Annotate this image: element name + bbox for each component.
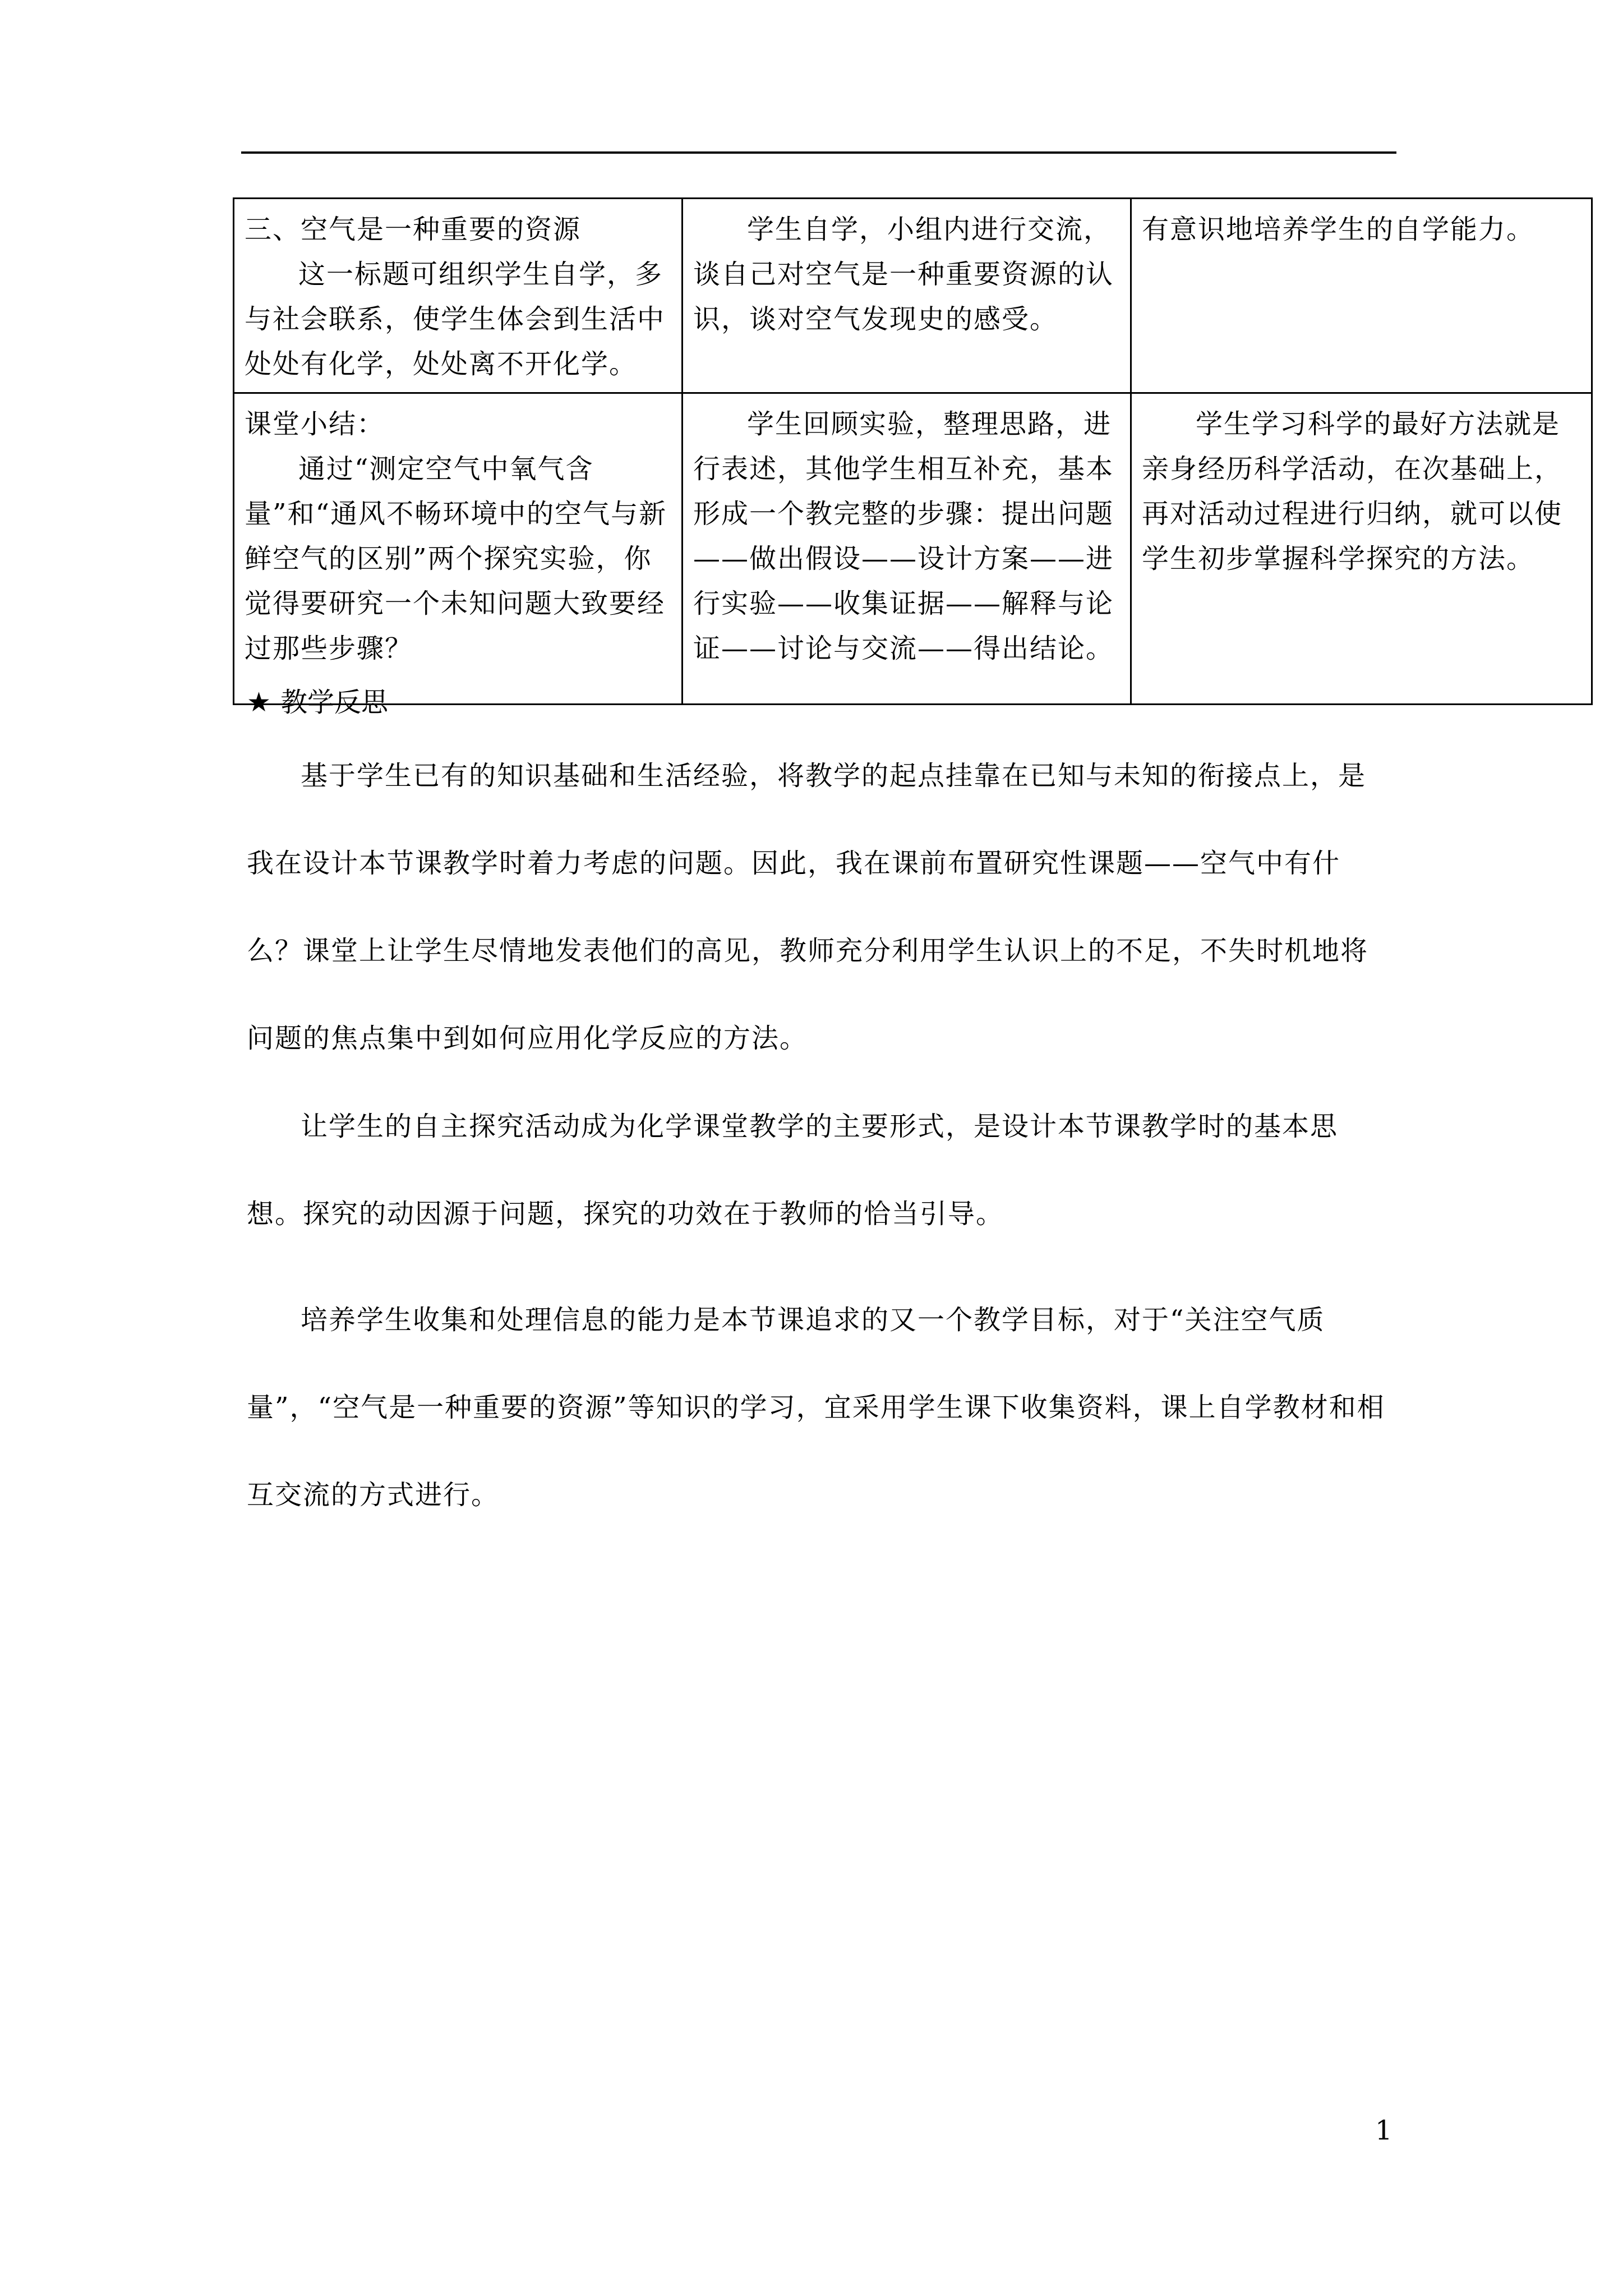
- table-row: [234, 199, 1592, 393]
- reflection-paragraph-3: [247, 1276, 1391, 1539]
- cell-heading: 三、空气是一种重要的资源: [245, 214, 582, 245]
- table-cell-student-activity: [683, 199, 1131, 393]
- cell-text: 学生学习科学的最好方法就是亲身经历科学活动，在次基础上，再对活动过程进行归纳，就可以使学生初步掌握科学探究的方法。: [1142, 408, 1563, 574]
- cell-text: 有意识地培养学生的自学能力。: [1142, 214, 1535, 245]
- table-cell-student-activity: [683, 393, 1131, 705]
- cell-text: 学生回顾实验，整理思路，进行表述，其他学生相互补充，基本形成一个教完整的步骤：提出问题——做出假设——设计方案——进行实验——收集证据——解释与论证——讨论与交流——得出结论。: [693, 408, 1114, 664]
- reflection-title: 教学反思: [280, 687, 389, 718]
- reflection-paragraph-1: [247, 732, 1391, 1082]
- paragraph-text: 让学生的自主探究活动成为化学课堂教学的主要形式，是设计本节课教学时的基本思想。探究的动因源于问题，探究的功效在于教师的恰当引导。: [247, 1111, 1339, 1230]
- reflection-heading: [247, 680, 388, 725]
- table-cell-design-intent: [1131, 199, 1592, 393]
- table-row: [234, 393, 1592, 705]
- paragraph-text: 基于学生已有的知识基础和生活经验，将教学的起点挂靠在已知与未知的衔接点上，是我在设计本节课教学时着力考虑的问题。因此，我在课前布置研究性课题——空气中有什么？课堂上让学生尽情地发表他们的高见，教师充分利用学生认识上的不足，不失时机地将问题的焦点集中到如何应用化学反应的方法。: [247, 760, 1369, 1054]
- reflection-paragraph-2: [247, 1083, 1391, 1258]
- cell-text: 通过“测定空气中氧气含量”和“通风不畅环境中的空气与新鲜空气的区别”两个探究实验，你觉得要研究一个未知问题大致要经过那些步骤？: [245, 453, 667, 664]
- table-cell-teacher-activity: [234, 393, 683, 705]
- cell-heading: 课堂小结：: [245, 408, 385, 440]
- lesson-table: [233, 197, 1593, 705]
- paragraph-text: 培养学生收集和处理信息的能力是本节课追求的又一个教学目标，对于“关注空气质量”，“空气是一种重要的资源”等知识的学习，宜采用学生课下收集资料，课上自学教材和相互交流的方式进行。: [247, 1304, 1385, 1511]
- cell-text: 学生自学，小组内进行交流，谈自己对空气是一种重要资源的认识，谈对空气发现史的感受。: [693, 214, 1114, 335]
- table-cell-teacher-activity: [234, 199, 683, 393]
- page-number: 1: [1375, 2115, 1393, 2146]
- table-cell-design-intent: [1131, 393, 1592, 705]
- cell-text: 这一标题可组织学生自学，多与社会联系，使学生体会到生活中处处有化学，处处离不开化学。: [245, 259, 666, 380]
- header-rule: [241, 151, 1396, 154]
- star-icon: ★: [247, 687, 271, 718]
